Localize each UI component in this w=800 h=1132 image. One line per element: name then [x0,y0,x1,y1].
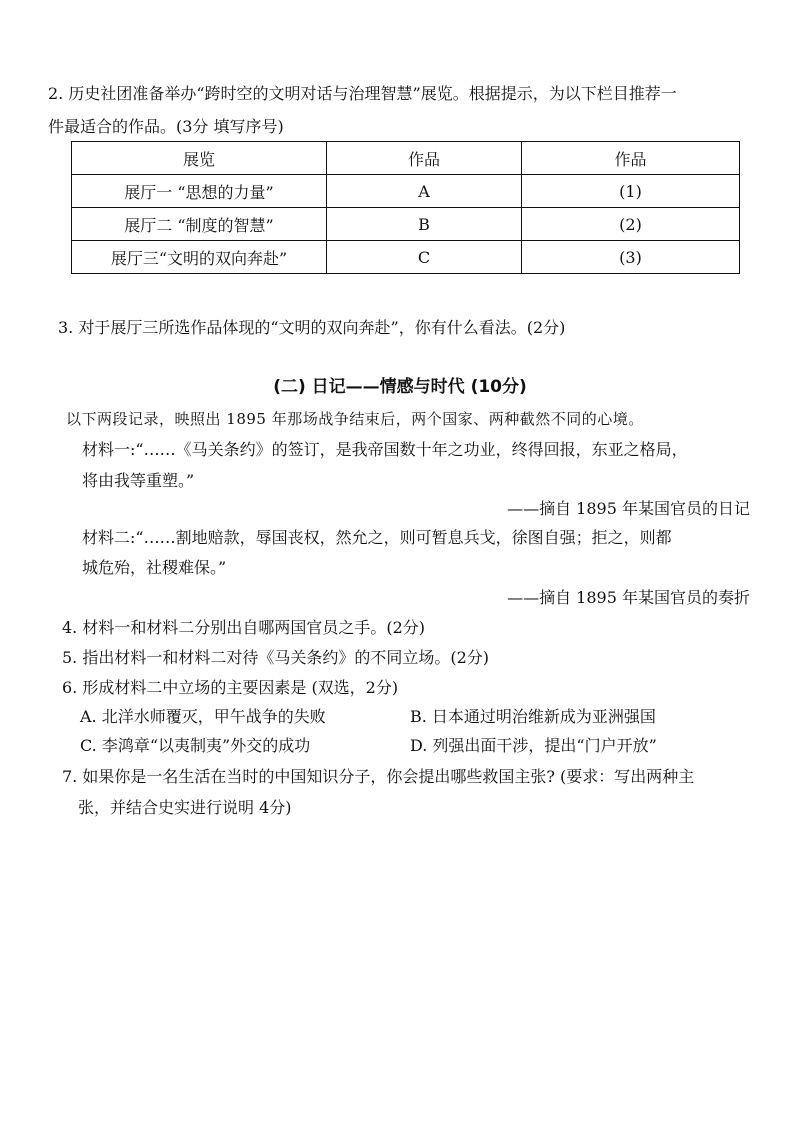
table-cell: (1) [522,175,740,208]
material-1-source: ——摘自 1895 年某国官员的日记 [507,499,750,518]
question-2-line-1: 2. 历史社团准备举办“跨时空的文明对话与治理智慧”展览。根据提示，为以下栏目推荐一 [48,84,677,103]
table-header-cell: 作品 [522,142,740,175]
question-5: 5. 指出材料一和材料二对待《马关条约》的不同立场。(2分) [62,648,490,667]
question-6-option-d: D. 列强出面干涉，提出“门户开放” [410,736,657,755]
table-cell: 展厅三“文明的双向奔赴” [72,241,327,274]
table-row [72,208,740,241]
table-header-row [72,142,740,175]
question-4: 4. 材料一和材料二分别出自哪两国官员之手。(2分) [62,618,426,637]
table-header-cell: 作品 [327,142,522,175]
question-6-stem: 6. 形成材料二中立场的主要因素是 (双选，2分) [62,678,399,697]
material-2-line-1: 材料二:“……割地赔款，辱国丧权，然允之，则可暂息兵戈，徐图自强；拒之，则都 [82,528,672,547]
question-6-option-b: B. 日本通过明治维新成为亚洲强国 [410,707,656,726]
section-intro: 以下两段记录，映照出 1895 年那场战争结束后，两个国家、两种截然不同的心境。 [66,410,644,428]
question-6-option-c: C. 李鸿章“以夷制夷”外交的成功 [80,736,311,755]
table-cell: 展厅二 “制度的智慧” [72,208,327,241]
material-1-line-2: 将由我等重塑。” [82,471,195,490]
table-cell: C [327,241,522,274]
table-cell: A [327,175,522,208]
table-row [72,241,740,274]
material-2-line-2: 城危殆，社稷难保。” [82,558,227,577]
question-7-line-1: 7. 如果你是一名生活在当时的中国知识分子，你会提出哪些救国主张? (要求：写出两种主 [62,767,695,786]
question-7-line-2: 张，并结合史实进行说明 4分) [78,798,292,817]
table-cell: (3) [522,241,740,274]
question-2-line-2: 件最适合的作品。(3分 填写序号) [48,117,284,136]
material-1-line-1: 材料一:“……《马关条约》的签订，是我帝国数十年之功业，终得回报，东亚之格局， [82,440,688,459]
material-2-source: ——摘自 1895 年某国官员的奏折 [507,588,750,607]
table-cell: (2) [522,208,740,241]
question-6-option-a: A. 北洋水师覆灭，甲午战争的失败 [80,707,326,726]
table-row [72,175,740,208]
table-cell: 展厅一 “思想的力量” [72,175,327,208]
table-header-cell: 展览 [72,142,327,175]
exhibit-table [71,141,740,274]
question-3: 3. 对于展厅三所选作品体现的“文明的双向奔赴”，你有什么看法。(2分) [58,318,566,337]
section-title: (二) 日记——情感与时代 (10分) [273,377,527,397]
table-cell: B [327,208,522,241]
